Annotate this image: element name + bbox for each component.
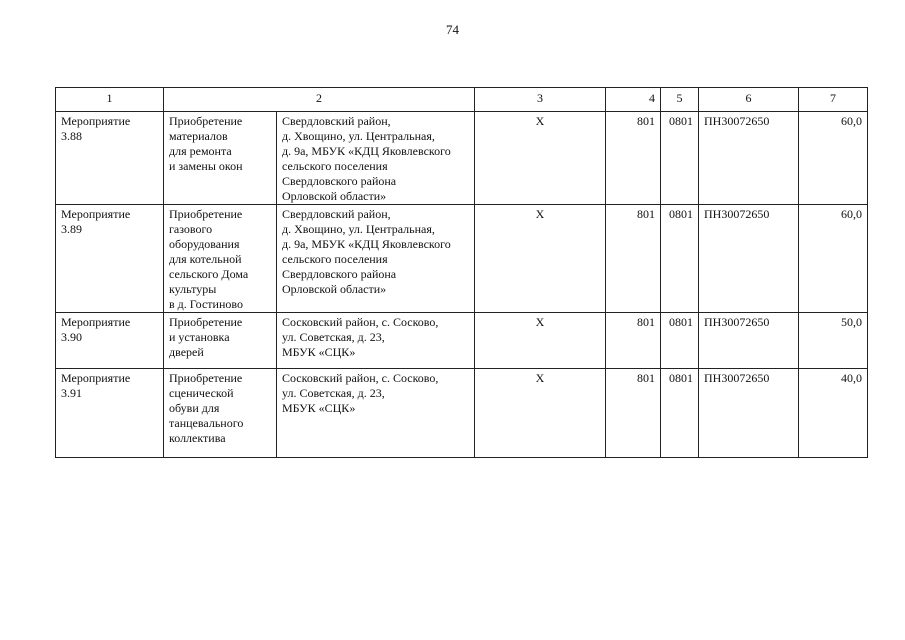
col6-cell: ПН30072650: [699, 369, 799, 458]
page-number: 74: [446, 22, 459, 37]
table-header-row: [56, 88, 868, 112]
col4-cell: 801: [606, 205, 661, 313]
column-header-5: 5: [661, 88, 699, 112]
col3-cell: Х: [475, 112, 606, 205]
col3-cell: Х: [475, 369, 606, 458]
column-header-2: 2: [164, 88, 475, 112]
column-header-3: 3: [475, 88, 606, 112]
col6-cell: ПН30072650: [699, 205, 799, 313]
col5-cell: 0801: [661, 112, 699, 205]
address-cell: Свердловский район, д. Хвощино, ул. Центральная, д. 9а, МБУК «КДЦ Яковлевского сельского поселения Свердловского района Орловской области»: [277, 205, 475, 313]
col4-cell: 801: [606, 313, 661, 369]
col7-cell: 50,0: [799, 313, 868, 369]
col6-cell: ПН30072650: [699, 313, 799, 369]
address-cell: Сосковский район, с. Сосково, ул. Советская, д. 23, МБУК «СЦК»: [277, 369, 475, 458]
col7-cell: 60,0: [799, 205, 868, 313]
event-cell: Мероприятие 3.88: [56, 112, 164, 205]
col3-cell: Х: [475, 205, 606, 313]
purpose-cell: Приобретение сценической обуви для танцевального коллектива: [164, 369, 277, 458]
col6-cell: ПН30072650: [699, 112, 799, 205]
col3-cell: Х: [475, 313, 606, 369]
column-header-7: 7: [799, 88, 868, 112]
address-cell: Свердловский район, д. Хвощино, ул. Центральная, д. 9а, МБУК «КДЦ Яковлевского сельского поселения Свердловского района Орловской области»: [277, 112, 475, 205]
col7-cell: 40,0: [799, 369, 868, 458]
purpose-cell: Приобретение материалов для ремонта и замены окон: [164, 112, 277, 205]
table-row: [56, 369, 868, 458]
col5-cell: 0801: [661, 313, 699, 369]
address-cell: Сосковский район, с. Сосково, ул. Советская, д. 23, МБУК «СЦК»: [277, 313, 475, 369]
purpose-cell: Приобретение и установка дверей: [164, 313, 277, 369]
col5-cell: 0801: [661, 205, 699, 313]
table-row: [56, 205, 868, 313]
table-row: [56, 313, 868, 369]
event-cell: Мероприятие 3.91: [56, 369, 164, 458]
col4-cell: 801: [606, 112, 661, 205]
column-header-4: 4: [606, 88, 661, 112]
event-cell: Мероприятие 3.89: [56, 205, 164, 313]
col7-cell: 60,0: [799, 112, 868, 205]
column-header-6: 6: [699, 88, 799, 112]
table-row: [56, 112, 868, 205]
col5-cell: 0801: [661, 369, 699, 458]
event-cell: Мероприятие 3.90: [56, 313, 164, 369]
table-body: [56, 112, 868, 458]
budget-table: [55, 87, 868, 458]
column-header-1: 1: [56, 88, 164, 112]
col4-cell: 801: [606, 369, 661, 458]
purpose-cell: Приобретение газового оборудования для котельной сельского Дома культуры в д. Гостиново: [164, 205, 277, 313]
